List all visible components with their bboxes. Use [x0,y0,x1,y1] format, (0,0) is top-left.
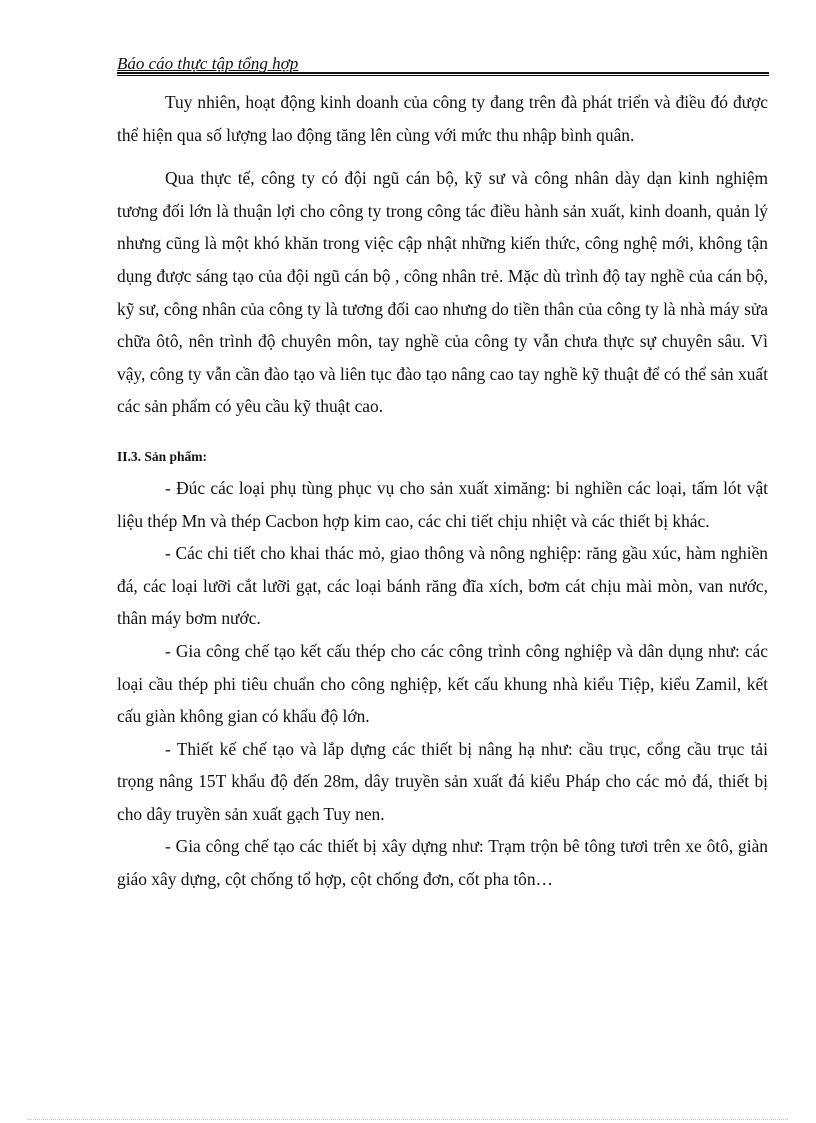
product-item-mining: - Các chi tiết cho khai thác mỏ, giao thông và nông nghiệp: răng gầu xúc, hàm nghiền đá, các loại lưỡi cắt lưỡi gạt, các loại bánh răng đĩa xích, bơm cát chịu mài mòn, van nước, thân máy bơm nước. [117,543,768,629]
paragraph-staff: Qua thực tế, công ty có đội ngũ cán bộ, kỹ sư và công nhân dày dạn kinh nghiệm tương đối lớn là thuận lợi cho công ty trong công tác điều hành sản xuất, kinh doanh, quản lý nhưng cũng là một khó khăn trong việc cập nhật những kiến thức, công nghệ mới, không tận dụng được sáng tạo của đội ngũ cán bộ , công nhân trẻ. Mặc dù trình độ tay nghề của cán bộ, kỹ sư, công nhân của công ty là tương đối cao nhưng do tiền thân của công ty là nhà máy sửa chữa ôtô, nên trình độ chuyên môn, tay nghề của công ty vẫn chưa thực sự chuyên sâu. Vì vậy, công ty vẫn cần đào tạo và liên tục đào tạo nâng cao tay nghề kỹ thuật để có thể sản xuất các sản phẩm có yêu cầu kỹ thuật cao. [117,168,768,417]
product-item-casting: - Đúc các loại phụ tùng phục vụ cho sản xuất ximăng: bi nghiền các loại, tấm lót vật liệu thép Mn và thép Cacbon hợp kim cao, các chi tiết chịu nhiệt và các thiết bị khác. [117,477,768,531]
section-heading-products: II.3. Sản phẩm: [117,448,208,464]
paragraph-labor: Tuy nhiên, hoạt động kinh doanh của công ty đang trên đà phát triển và điều đó được thể hiện qua số lượng lao động tăng lên cùng với mức thu nhập bình quân. [117,92,768,145]
page-header [117,52,769,76]
product-item-lifting-equipment: - Thiết kế chế tạo và lắp dựng các thiết bị nâng hạ như: cầu trục, cổng cầu trục tải trọng nâng 15T khẩu độ đến 28m, dây truyền sản xuất đá kiểu Pháp cho các mỏ đá, thiết bị cho dây truyền sản xuất gạch Tuy nen. [117,738,768,824]
header-rule-thin [117,75,769,76]
product-item-construction-equipment: - Gia công chế tạo các thiết bị xây dựng như: Trạm trộn bê tông tươi trên xe ôtô, giàn giáo xây dựng, cột chống tổ hợp, cột chống đơn, cốt pha tôn… [117,836,768,890]
page-bottom-border [28,1119,788,1120]
header-rule-thick [117,72,769,74]
header-title: Báo cáo thực tập tổng hợp [117,54,299,73]
document-body [117,86,768,896]
product-item-steel-structure: - Gia công chế tạo kết cấu thép cho các công trình công nghiệp và dân dụng như: các loại cầu thép phi tiêu chuẩn cho công nghiệp, kết cấu khung nhà kiểu Tiệp, kiểu Zamil, kết cấu giàn không gian có khẩu độ lớn. [117,640,768,727]
